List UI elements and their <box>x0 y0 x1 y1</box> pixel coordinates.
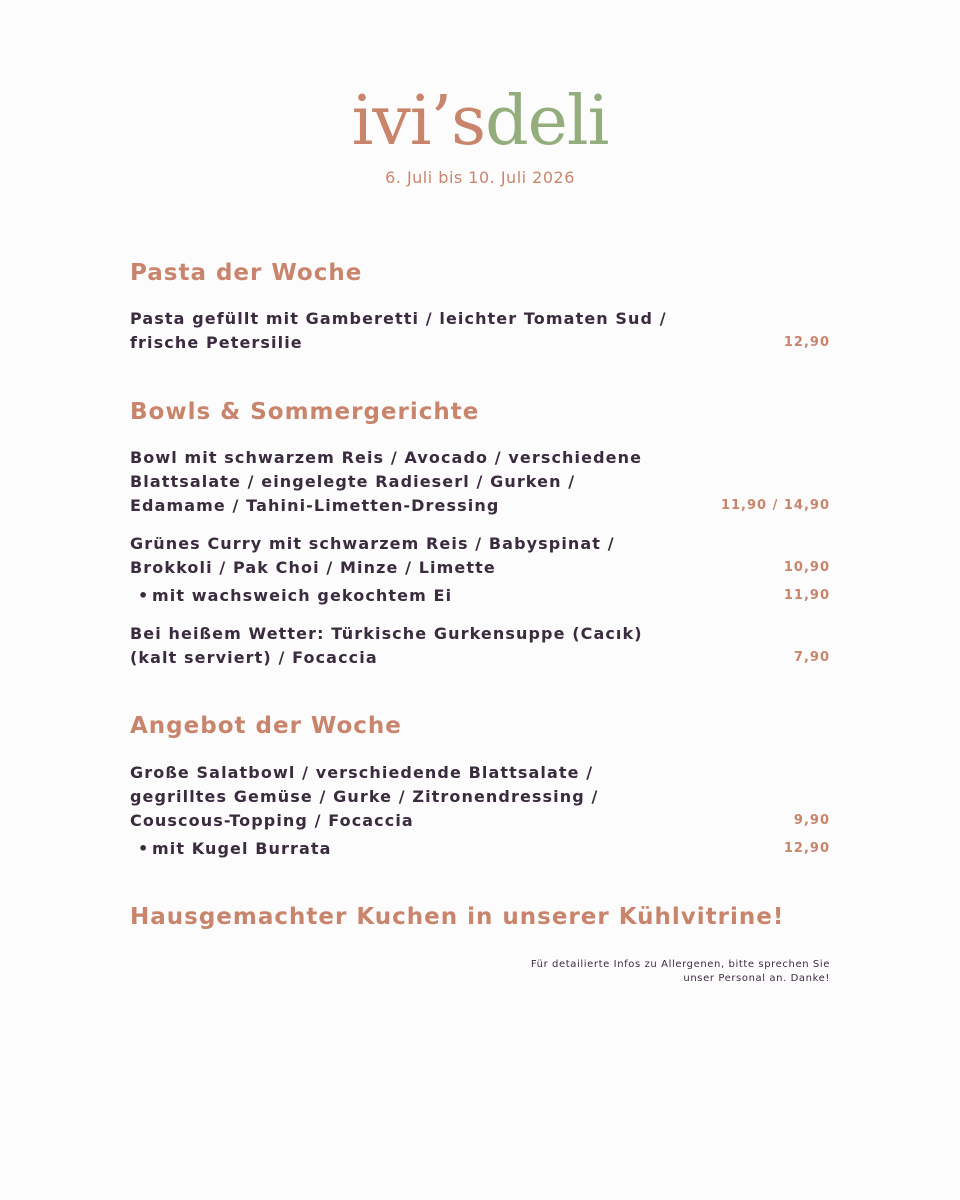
menu-item-price: 12,90 <box>783 841 830 856</box>
menu-item <box>130 446 830 518</box>
date-range: 6. Juli bis 10. Juli 2026 <box>385 168 575 187</box>
menu-item-price: 7,90 <box>793 650 830 665</box>
logo-part-deli: deli <box>485 82 609 161</box>
menu-item-description: Bowl mit schwarzem Reis / Avocado / verschiedene Blattsalate / eingelegte Radieserl / Gurken / Edamame / Tahini-Limetten-Dressing <box>130 448 643 515</box>
menu-item-description: • mit wachsweich gekochtem Ei <box>130 584 690 608</box>
cake-announcement: Hausgemachter Kuchen in unserer Kühlvitrine! <box>130 904 785 930</box>
allergen-note: Für detailierte Infos zu Allergenen, bitte sprechen Sie unser Personal an. Danke! <box>530 959 830 984</box>
menu-item-description: • mit Kugel Burrata <box>130 837 690 861</box>
menu-item-option <box>130 584 830 608</box>
menu-item-description: Große Salatbowl / verschiedende Blattsalate / gegrilltes Gemüse / Gurke / Zitronendressing / Couscous-Topping / Focaccia <box>130 763 599 830</box>
menu-item-price: 10,90 <box>783 560 830 575</box>
menu-item <box>130 307 830 355</box>
menu-item-price: 9,90 <box>793 813 830 828</box>
menu-item-option <box>130 837 830 861</box>
menu-item <box>130 532 830 580</box>
section-title-bowls: Bowls & Sommergerichte <box>130 399 480 425</box>
logo-part-ivis: ivi’s <box>351 82 486 161</box>
menu-item-description: Grünes Curry mit schwarzem Reis / Babyspinat / Brokkoli / Pak Choi / Minze / Limette <box>130 534 615 577</box>
menu-item-price: 11,90 / 14,90 <box>720 498 830 513</box>
section-title-pasta: Pasta der Woche <box>130 260 363 286</box>
menu-item-price: 12,90 <box>783 335 830 350</box>
menu-item-price: 11,90 <box>783 588 830 603</box>
menu-item <box>130 622 830 670</box>
menu-item <box>130 761 830 833</box>
logo <box>0 84 960 160</box>
section-title-angebot: Angebot der Woche <box>130 713 402 739</box>
menu-item-description: Pasta gefüllt mit Gamberetti / leichter Tomaten Sud / frische Petersilie <box>130 309 667 352</box>
menu-item-description: Bei heißem Wetter: Türkische Gurkensuppe (Cacık) (kalt serviert) / Focaccia <box>130 624 643 667</box>
